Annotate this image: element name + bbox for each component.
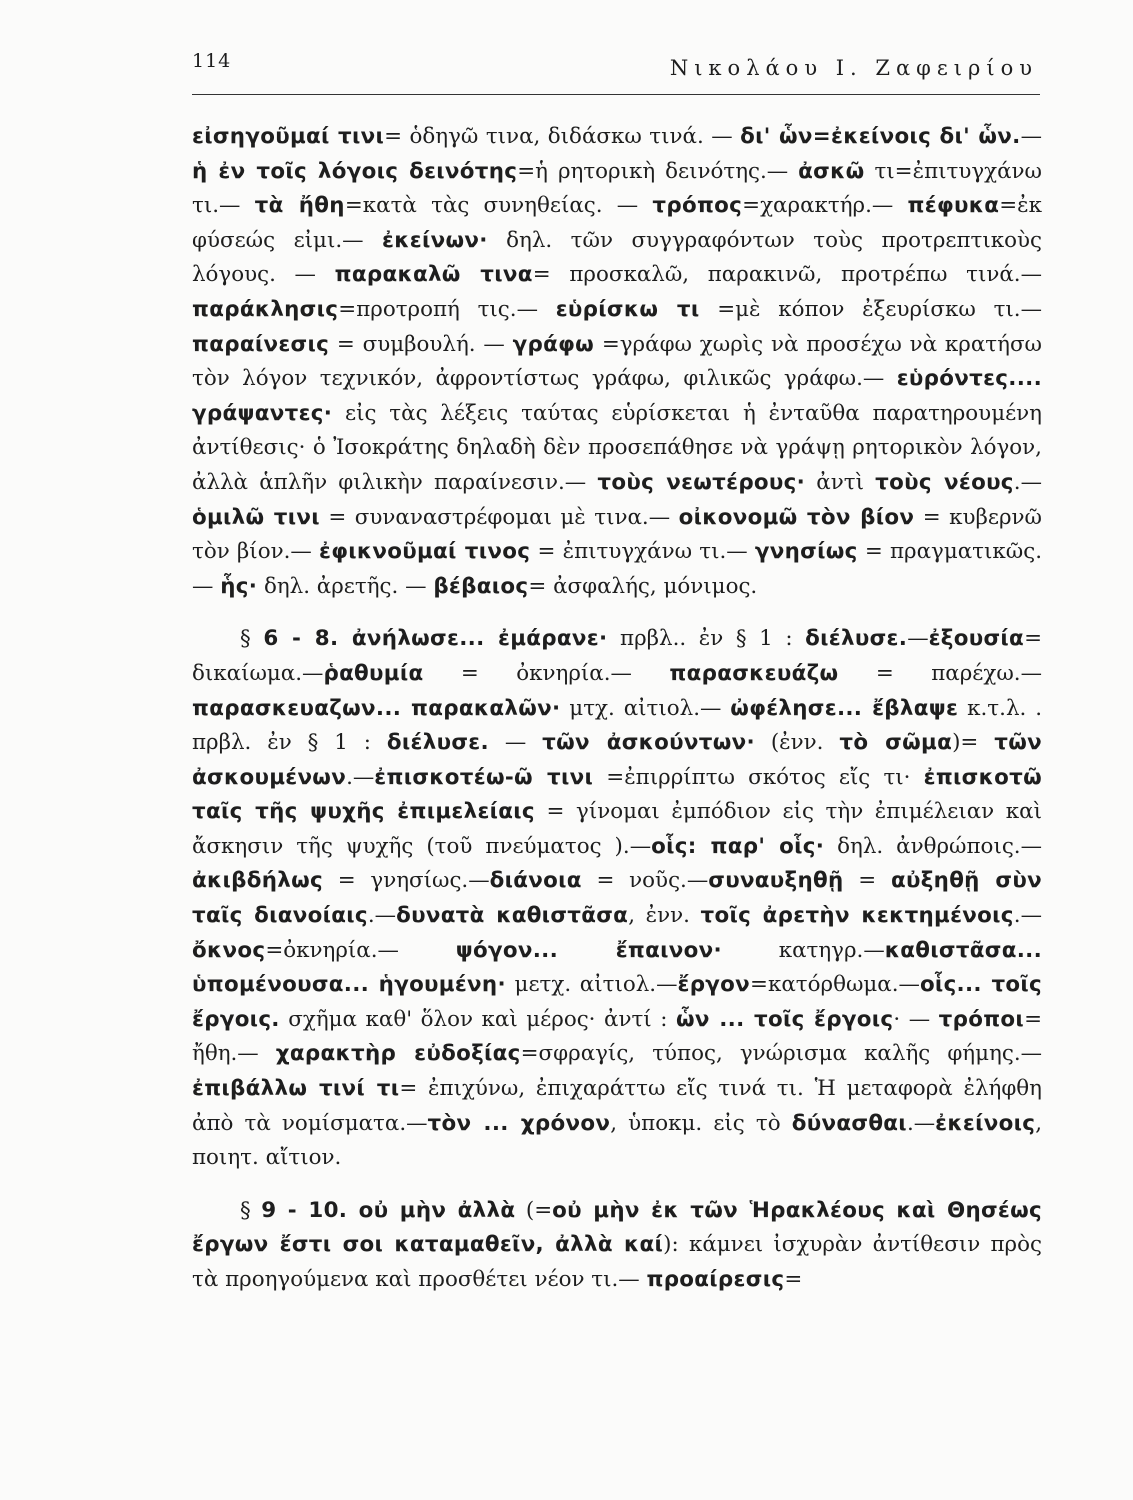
headword: τῶν ἀσκουμένων (192, 730, 1042, 790)
headword: οὐ μὴν ἐκ τῶν Ἡρακλέους καὶ Θησέως ἔργων ἔστι σοι καταμαθεῖν, ἀλλὰ καί (192, 1197, 1043, 1258)
headword: οἷς... τοῖς ἔργοις. (192, 972, 1043, 1032)
headword: 6 - 8. ἀνήλωσε... ἐμάρανε· (263, 626, 608, 652)
headword: ἐπισκοτέω-ῶ τινι (374, 764, 594, 790)
headword: τῶν ἀσκούντων· (542, 730, 755, 756)
headword: ἐκείνοις (935, 1110, 1036, 1136)
gloss-text: = δικαίωμα.— (192, 626, 1042, 686)
headword: τρόπος (652, 193, 743, 219)
gloss-text: = ἐπιτυγχάνω τι.— (530, 539, 755, 565)
paragraph-1 (192, 120, 1042, 604)
paragraph-section-6-8 (192, 622, 1042, 1176)
headword: εὑρίσκω τι (555, 296, 700, 322)
gloss-text: = προσκαλῶ, παρακινῶ, προτρέπω τινά.— (532, 262, 1042, 288)
gloss-text: ): κάμνει ἰσχυρὰν ἀντίθεσιν πρὸς τὰ προηγούμενα καὶ προσθέτει νέον τι.— (192, 1232, 1042, 1292)
headword: γράφω (512, 331, 595, 357)
gloss-text: — (907, 626, 929, 652)
gloss-text: = ὁδηγῶ τινα, διδάσκω τινά. — (384, 124, 741, 149)
headword: πέφυκα (907, 193, 1000, 219)
headword: τοὺς νεωτέρους· (597, 469, 806, 495)
gloss-text: = κυβερνῶ τὸν βίον.— (192, 504, 1042, 565)
headword: ἐφικνοῦμαί τινος (318, 539, 531, 565)
headword: διέλυσε. (805, 626, 908, 652)
headword: τὸν ... χρόνον (427, 1110, 611, 1136)
gloss-text: = συναναστρέφομαι μὲ τινα.— (319, 504, 679, 530)
headword: ῥαθυμία (323, 660, 424, 686)
gloss-text: δηλ. ἀνθρώποις.— (824, 833, 1042, 859)
gloss-text: =ἐπιρρίπτω σκότος εἴς τι· (593, 764, 924, 790)
gloss-text: =ὀκνηρία.— (265, 937, 456, 963)
headword: συναυξηθῇ (708, 868, 844, 894)
headword: γνησίως (754, 539, 858, 565)
gloss-text: =ἐκ φύσεώς εἰμι.— (192, 193, 1043, 253)
gloss-text: μτχ. αἰτιολ.— (560, 695, 731, 721)
gloss-text: .— (346, 764, 375, 790)
headword: παραίνεσις (192, 331, 330, 357)
gloss-text: .— (1013, 469, 1042, 495)
gloss-text: = παρέχω.— (838, 660, 1042, 686)
headword: χαρακτὴρ εὐδοξίας (275, 1041, 521, 1067)
headword: δύνασθαι (791, 1110, 907, 1136)
headword: ἐξουσία (928, 626, 1025, 652)
headword: ἐπισκοτῶ ταῖς τῆς ψυχῆς ἐπιμελείαις (192, 764, 1042, 825)
gloss-text: , ποιητ. αἴτιον. (192, 1110, 1042, 1171)
headword: ὄκνος (192, 937, 266, 963)
gloss-text: , ὑποκμ. εἰς τὸ (610, 1110, 792, 1136)
gloss-text: § (240, 626, 264, 652)
gloss-text: πρβλ.. ἐν § 1 : (607, 626, 806, 652)
gloss-text: =κατόρθωμα.— (750, 972, 920, 998)
headword: οἷς: παρ' οἷς· (651, 833, 825, 859)
gloss-text: )= (952, 730, 995, 756)
headword: ψόγον... ἔπαινον· (455, 937, 722, 963)
gloss-text: .— (906, 1110, 936, 1136)
gloss-text: = συμβουλή. — (329, 331, 513, 357)
headword: ὧν ... τοῖς ἔργοις (675, 1006, 894, 1032)
headword: παράκλησις (192, 296, 339, 322)
headword: προαίρεσις (646, 1267, 785, 1292)
headword: παρακαλῶ τινα (334, 262, 533, 288)
gloss-text: = (784, 1267, 803, 1292)
headword: διέλυσε. (386, 730, 489, 756)
headword: δυνατὰ καθιστᾶσα (396, 903, 629, 929)
gloss-text: κ.τ.λ. . πρβλ. ἐν § 1 : (192, 695, 1043, 756)
page-header (192, 48, 1040, 95)
running-head: Νικολάου Ι. Ζαφειρίου (669, 56, 1038, 80)
headword: ἔργον (677, 972, 751, 998)
gloss-text: = γίνομαι ἐμπόδιον εἰς τὴν ἐπιμέλειαν καὶ ἄσκησιν τῆς ψυχῆς (τοῦ πνεύματος ).— (192, 799, 1042, 859)
headword: ἐπιβάλλω τινί τι (192, 1076, 400, 1102)
headword: ὁμιλῶ τινι (192, 504, 320, 530)
gloss-text: = ἤθη.— (192, 1006, 1042, 1067)
headword: τοῖς ἀρετὴν κεκτημένοις (700, 903, 1014, 929)
gloss-text: μετχ. αἰτιολ.— (505, 972, 678, 998)
gloss-text: =σφραγίς, τύπος, γνώρισμα καλῆς φήμης.— (520, 1041, 1043, 1067)
gloss-text: =μὲ κόπον ἐξευρίσκω τι.— (699, 296, 1042, 322)
headword: ἀσκῶ (798, 158, 865, 184)
headword: αὐξηθῇ σὺν ταῖς διανοίαις (192, 868, 1042, 929)
headword: ἧς· (220, 573, 258, 599)
headword: καθιστᾶσα... ὑπομένουσα... ἡγουμένη· (192, 937, 1042, 998)
gloss-text: δηλ. ἀρετῆς. — (257, 573, 434, 599)
gloss-text: =γράφω χωρὶς νὰ προσέχω νὰ κρατήσω τὸν λόγον τεχνικόν, ἀφροντίστως γράφω, φιλικῶς γράφω.— (192, 331, 1042, 392)
gloss-text: — (488, 730, 543, 756)
gloss-text: = ἀσφαλής, μόνιμος. (528, 573, 758, 599)
headword: βέβαιος (433, 573, 529, 599)
gloss-text: .— (367, 903, 397, 929)
gloss-text: τι=ἐπιτυγχάνω τι.— (192, 158, 1042, 219)
gloss-text: κατηγρ.— (721, 937, 885, 963)
gloss-text: .— (1013, 903, 1042, 929)
gloss-text: (= (515, 1197, 553, 1223)
gloss-text: · — (893, 1006, 939, 1032)
gloss-text: = πραγματικῶς. — (192, 539, 1042, 599)
gloss-text: , ἐνν. (628, 903, 701, 929)
gloss-text: =χαρακτήρ.— (742, 193, 908, 219)
gloss-text: = (843, 868, 891, 894)
gloss-text: = ὀκνηρία.— (423, 660, 670, 686)
gloss-text: =ἡ ρητορικὴ δεινότης.— (517, 158, 799, 184)
paragraph-section-9-10 (192, 1194, 1042, 1298)
gloss-text: = ἐπιχύνω, ἐπιχαράττω εἴς τινά τι. Ἡ μεταφορὰ ἐλήφθη ἀπὸ τὰ νομίσματα.— (192, 1076, 1042, 1136)
gloss-text: = νοῦς.— (581, 868, 709, 894)
gloss-text: = γνησίως.— (322, 868, 490, 894)
gloss-text: =προτροπή τις.— (338, 296, 556, 322)
gloss-text: — (1020, 124, 1042, 149)
gloss-text: =κατὰ τὰς συνηθείας. — (344, 193, 653, 219)
headword: παρασκευαζων... παρακαλῶν· (192, 695, 561, 721)
headword: δι' ὧν=ἐκείνοις δι' ὧν. (740, 124, 1021, 149)
headword: ἐκείνων· (382, 227, 488, 253)
gloss-text: § (240, 1197, 262, 1223)
gloss-text: ἀντὶ (805, 469, 876, 495)
headword: ἡ ἐν τοῖς λόγοις δεινότης (192, 158, 518, 184)
headword: διάνοια (489, 868, 582, 894)
gloss-text: (ἐνν. (754, 730, 840, 756)
headword: τοὺς νέους (875, 469, 1014, 495)
headword: ἀκιβδήλως (192, 868, 323, 894)
headword: οἰκονομῶ τὸν βίον (678, 504, 915, 530)
headword: 9 - 10. οὐ μὴν ἀλλὰ (261, 1197, 516, 1223)
page-number: 114 (192, 50, 232, 72)
gloss-text: εἰς τὰς λέξεις ταύτας εὑρίσκεται ἡ ἐνταῦθα παρατηρουμένη ἀντίθεσις· ὁ Ἰσοκράτης δηλαδὴ δὲν προσεπάθησε νὰ γράψῃ ρητορικὸν λόγον, ἀλλὰ ἁπλῆν φιλικὴν παραίνεσιν.— (192, 400, 1042, 495)
headword: τὰ ἤθη (254, 193, 345, 219)
headword: ὠφέλησε... ἔβλαψε (730, 695, 959, 721)
gloss-text: δηλ. τῶν συγγραφόντων τοὺς προτρεπτικοὺς λόγους. — (192, 227, 1042, 288)
headword: τρόποι (938, 1006, 1025, 1032)
headword: εἰσηγοῦμαί τινι (192, 124, 385, 149)
main-text (192, 120, 1042, 1298)
headword: εὑρόντες.... γράψαντες· (192, 366, 1042, 426)
gloss-text: σχῆμα καθ' ὅλον καὶ μέρος· ἀντί : (279, 1006, 676, 1032)
headword: τὸ σῶμα (839, 730, 953, 756)
headword: παρασκευάζω (669, 660, 839, 686)
